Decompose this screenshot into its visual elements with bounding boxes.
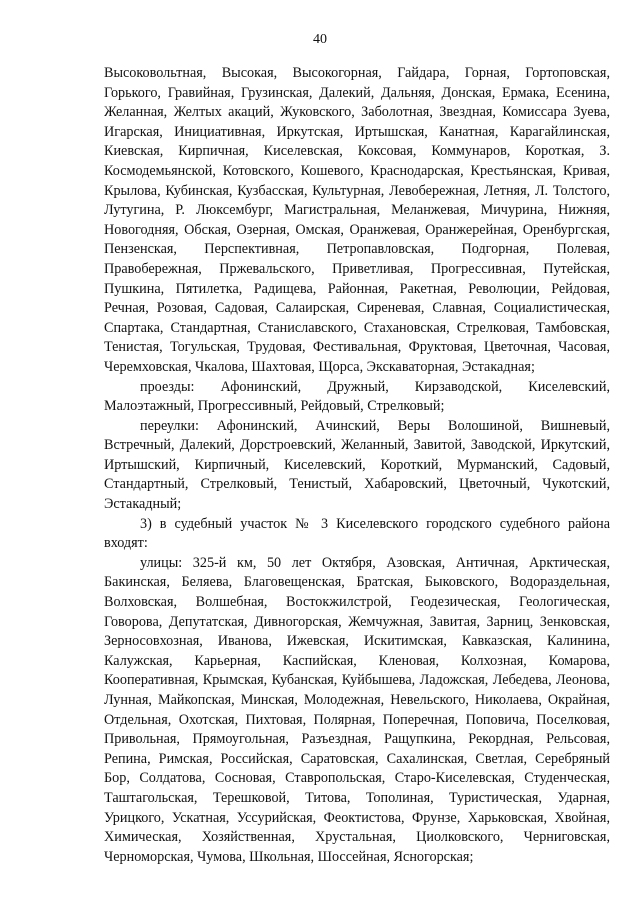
court-section-3-heading: 3) в судебный участок № 3 Киселевского городского судебного района входят: [104, 515, 610, 552]
street-list-continuation: Высоковольтная, Высокая, Высокогорная, Гайдара, Горная, Гортоповская, Горького, Гравийная, Грузинская, Далекий, Дальняя, Донская, Ермака, Есенина, Желанная, Желтых акаций, Жуковского, Заболотная, Звездная, Комиссара Зуева, Игарская, Инициативная, Иркутская, Иртышская, Канатная, Карагайлинская, Киевская, Кирпичная, Киселевская, Коксовая, Коммунаров, Короткая, З. Космодемьянской, Котовского, Кошевого, Краснодарская, Крестьянская, Кривая, Крылова, Кубинская, Кузбасская, Культурная, Левобережная, Летняя, Л. Толстого, Лутугина, Р. Люксембург, Магистральная, Меланжевая, Мичурина, Нижняя, Новогодняя, Обская, Озерная, Омская, Оранжевая, Оранжерейная, Оренбургская, Пензенская, Перспективная, Петропавловская, Подгорная, Полевая, Правобережная, Пржевальского, Приветливая, Прогрессивная, Путейская, Пушкина, Пятилетка, Радищева, Районная, Ракетная, Революции, Рейдовая, Речная, Розовая, Садовая, Салаирская, Сиреневая, Славная, Социалистическая, Спартака, Стандартная, Станиславского, Стахановская, Стрелковая, Тамбовская, Тенистая, Тогульская, Трудовая, Фестивальная, Фруктовая, Цветочная, Часовая, Черемховская, Чкалова, Шахтовая, Щорса, Экскаваторная, Эстакадная; [104, 65, 610, 375]
document-body [104, 64, 610, 867]
lanes-list: переулки: Афонинский, Ачинский, Веры Волошиной, Вишневый, Встречный, Далекий, Дорстроевский, Желанный, Завитой, Заводской, Иркутский, Иртышский, Кирпичный, Киселевский, Короткий, Мурманский, Садовый, Стандартный, Стрелковый, Тенистый, Хабаровский, Цветочный, Чукотский, Эстакадный; [104, 417, 610, 513]
page-number: 40 [313, 32, 327, 47]
passages-list: проезды: Афонинский, Дружный, Кирзаводской, Киселевский, Малоэтажный, Прогрессивный, Рейдовый, Стрелковый; [104, 378, 610, 415]
court-section-3-streets: улицы: 325-й км, 50 лет Октября, Азовская, Античная, Арктическая, Бакинская, Беляева, Благовещенская, Братская, Быковского, Водораздельная, Волховская, Волшебная, Востокжилстрой, Геодезическая, Геологическая, Говорова, Депутатская, Дивногорская, Жемчужная, Завитая, Зарниц, Зенковская, Зерносовхозная, Иванова, Ижевская, Искитимская, Кавказская, Калинина, Калужская, Карьерная, Каспийская, Кленовая, Колхозная, Комарова, Кооперативная, Крымская, Кубанская, Куйбышева, Ладожская, Лебедева, Леонова, Лунная, Майкопская, Минская, Молодежная, Невельского, Николаева, Окрайная, Отдельная, Охотская, Пихтовая, Полярная, Поперечная, Поповича, Поселковая, Привольная, Прямоугольная, Разъездная, Ращупкина, Рекордная, Рельсовая, Репина, Римская, Российская, Саратовская, Сахалинская, Светлая, Серебряный Бор, Солдатова, Сосновая, Ставропольская, Старо-Киселевская, Студенческая, Таштагольская, Терешковой, Титова, Тополиная, Туристическая, Ударная, Урицкого, Ускатная, Уссурийская, Феоктистова, Фрунзе, Харьковская, Хвойная, Химическая, Хозяйственная, Хрустальная, Циолковского, Черниговская, Черноморская, Чумова, Школьная, Шоссейная, Ясногорская; [104, 554, 610, 865]
